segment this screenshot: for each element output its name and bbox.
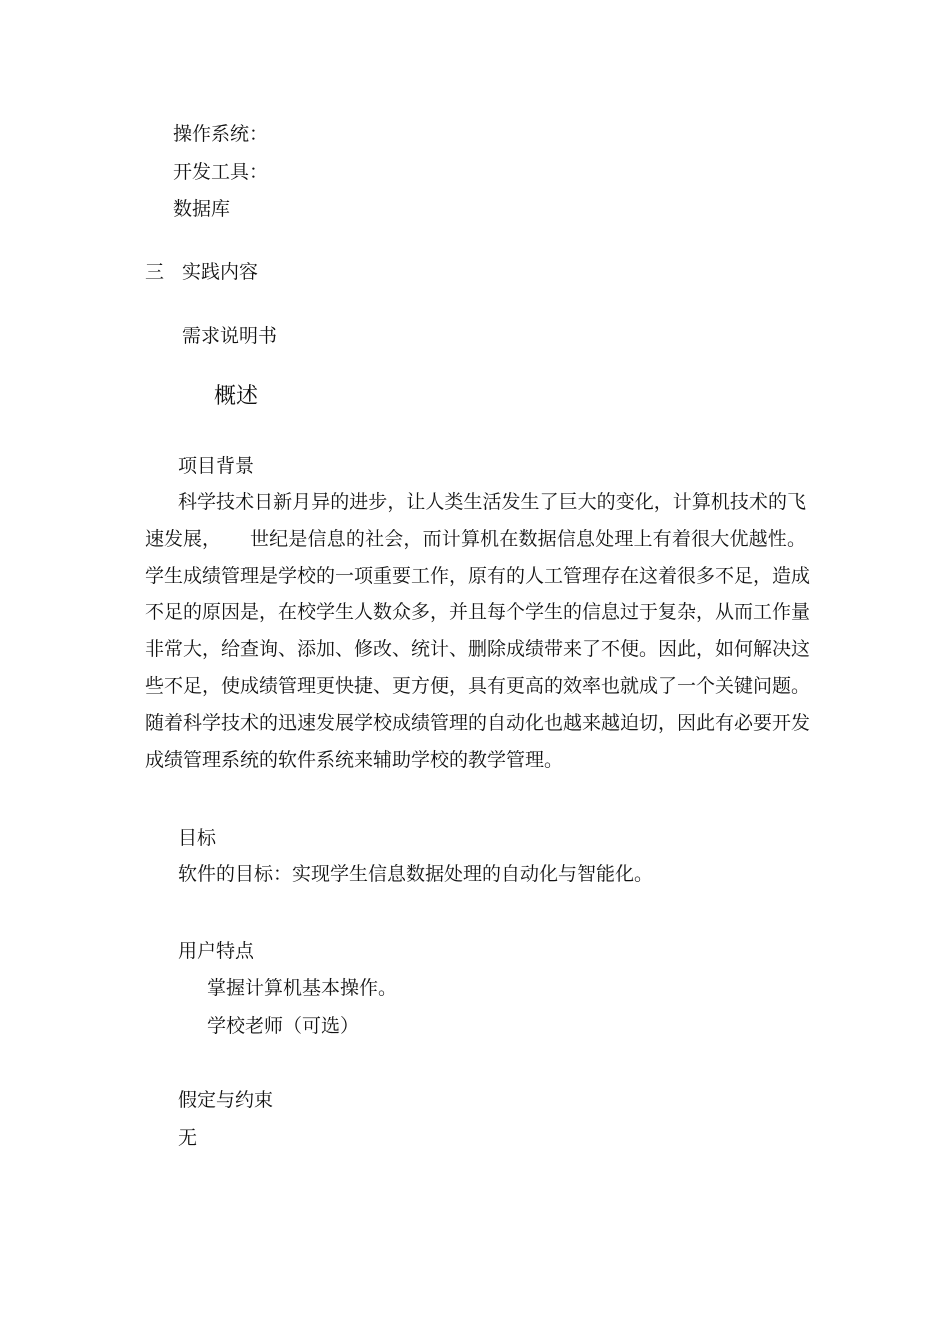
background-line-6: 些不足，使成绩管理更快捷、更方便，具有更高的效率也就成了一个关键问题。 [145, 675, 811, 697]
background-line-5: 非常大，给查询、添加、修改、统计、删除成绩带来了不便。因此，如何解决这 [145, 638, 811, 660]
goal-heading: 目标 [178, 827, 217, 849]
background-line-4: 不足的原因是，在校学生人数众多，并且每个学生的信息过于复杂，从而工作量 [145, 601, 811, 623]
background-line-1: 科学技术日新月异的进步，让人类生活发生了巨大的变化，计算机技术的飞 [178, 491, 806, 513]
section-title: 实践内容 [182, 261, 259, 283]
background-line-7: 随着科学技术的迅速发展学校成绩管理的自动化也越来越迫切，因此有必要开发 [145, 712, 811, 734]
users-item-2: 学校老师（可选） [207, 1015, 360, 1037]
users-item-1: 掌握计算机基本操作。 [207, 977, 398, 999]
users-heading: 用户特点 [178, 940, 255, 962]
background-line-3: 学生成绩管理是学校的一项重要工作，原有的人工管理存在这着很多不足，造成 [145, 565, 811, 587]
background-heading: 项目背景 [178, 455, 255, 477]
spec-title: 需求说明书 [182, 325, 278, 347]
os-label: 操作系统： [173, 123, 269, 145]
goal-text: 软件的目标：实现学生信息数据处理的自动化与智能化。 [178, 863, 654, 885]
background-line-2a: 速发展， [145, 528, 222, 550]
background-line-2b: 世纪是信息的社会，而计算机在数据信息处理上有着很大优越性。 [250, 528, 806, 550]
database-label: 数据库 [173, 198, 231, 220]
background-line-8: 成绩管理系统的软件系统来辅助学校的教学管理。 [145, 749, 564, 771]
devtool-label: 开发工具： [173, 161, 269, 183]
constraints-heading: 假定与约束 [178, 1089, 274, 1111]
section-number: 三 [145, 261, 165, 283]
overview-heading: 概述 [214, 384, 259, 409]
constraints-text: 无 [178, 1127, 198, 1149]
